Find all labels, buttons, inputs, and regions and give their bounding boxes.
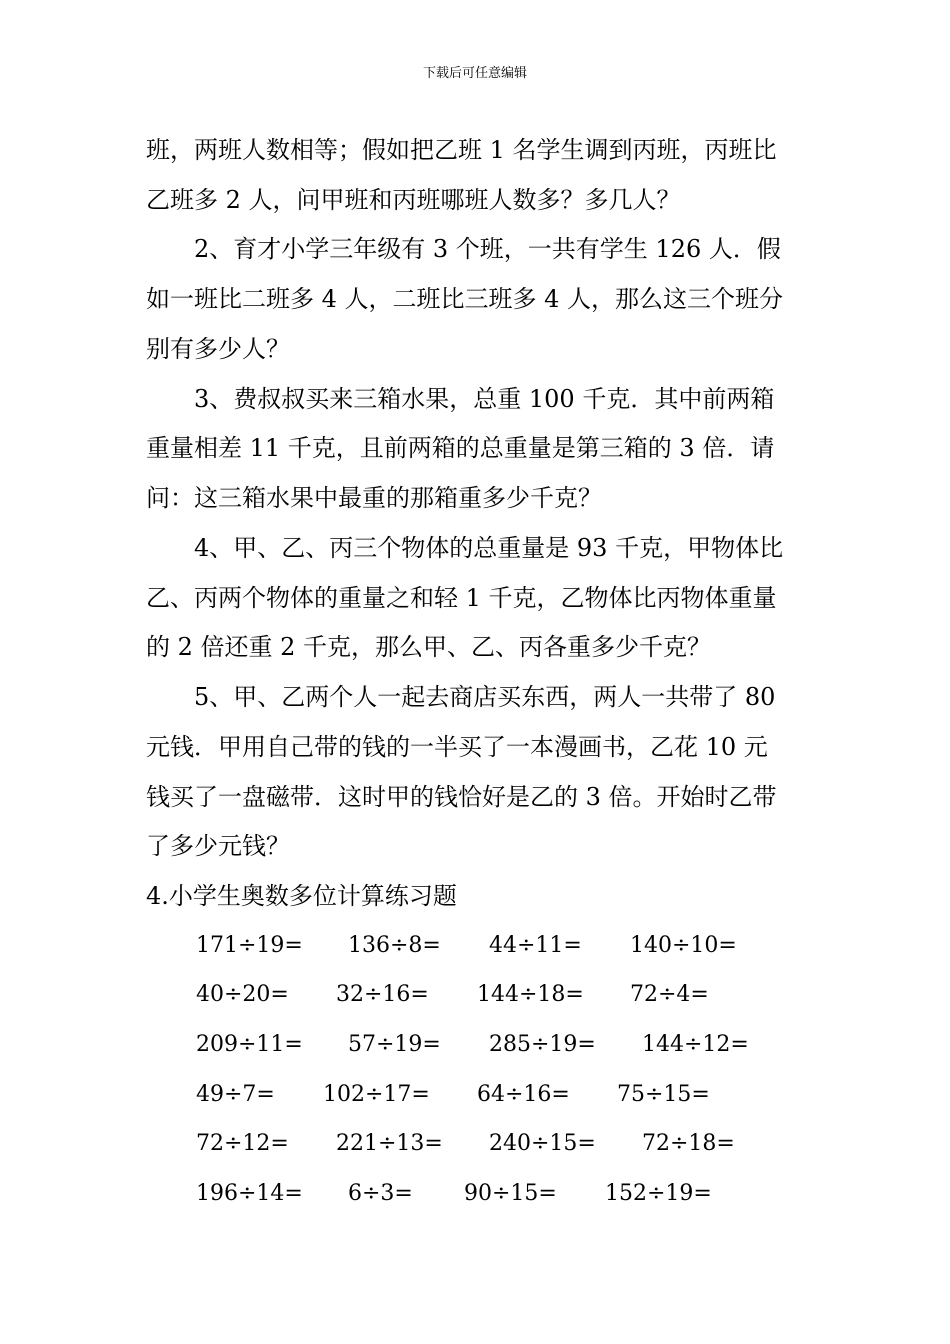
calc-item: 72÷4= (630, 982, 709, 1007)
calc-item: 72÷12= (196, 1131, 289, 1156)
calc-item: 152÷19= (605, 1181, 712, 1206)
text-line: 2、育才小学三年级有 3 个班，一共有学生 126 人．假 (146, 235, 781, 263)
calc-item: 136÷8= (348, 933, 441, 958)
calc-item: 102÷17= (323, 1082, 430, 1107)
calc-item: 144÷12= (642, 1032, 749, 1057)
calc-row (0, 1179, 950, 1209)
calc-item: 140÷10= (630, 933, 737, 958)
text-line: 乙、丙两个物体的重量之和轻 1 千克，乙物体比丙物体重量 (146, 584, 777, 612)
text-line: 了多少元钱？ (146, 832, 290, 860)
calc-item: 171÷19= (196, 933, 303, 958)
calc-item: 64÷16= (477, 1082, 570, 1107)
calc-item: 221÷13= (336, 1131, 443, 1156)
text-line: 钱买了一盘磁带．这时甲的钱恰好是乙的 3 倍。开始时乙带 (146, 783, 777, 811)
text-line: 元钱．甲用自己带的钱的一半买了一本漫画书，乙花 10 元 (146, 733, 768, 761)
calc-item: 75÷15= (617, 1082, 710, 1107)
calc-row (0, 931, 950, 961)
calc-item: 49÷7= (196, 1082, 275, 1107)
page-header: 下载后可任意编辑 (422, 66, 527, 81)
calc-row (0, 1129, 950, 1159)
text-line: 的 2 倍还重 2 千克，那么甲、乙、丙各重多少千克？ (146, 633, 712, 661)
calc-item: 240÷15= (489, 1131, 596, 1156)
calc-row (0, 980, 950, 1010)
calc-item: 44÷11= (489, 933, 582, 958)
calc-item: 196÷14= (196, 1181, 303, 1206)
calc-item: 144÷18= (477, 982, 584, 1007)
text-line: 4、甲、乙、丙三个物体的总重量是 93 千克，甲物体比 (146, 534, 784, 562)
calc-row (0, 1030, 950, 1060)
calc-item: 90÷15= (464, 1181, 557, 1206)
calc-item: 32÷16= (336, 982, 429, 1007)
calc-row (0, 1080, 950, 1110)
calc-item: 285÷19= (489, 1032, 596, 1057)
text-line: 别有多少人？ (146, 335, 290, 363)
text-line: 如一班比二班多 4 人，二班比三班多 4 人，那么这三个班分 (146, 285, 784, 313)
text-line: 5、甲、乙两个人一起去商店买东西，两人一共带了 80 (146, 683, 776, 711)
text-line: 班，两班人数相等；假如把乙班 1 名学生调到丙班，丙班比 (146, 136, 777, 164)
calc-item: 40÷20= (196, 982, 289, 1007)
text-line: 乙班多 2 人，问甲班和丙班哪班人数多？多几人？ (146, 186, 681, 214)
calc-item: 72÷18= (642, 1131, 735, 1156)
calc-item: 209÷11= (196, 1032, 303, 1057)
text-line: 3、费叔叔买来三箱水果，总重 100 千克．其中前两箱 (146, 385, 775, 413)
text-line: 问：这三箱水果中最重的那箱重多少千克？ (146, 484, 602, 512)
section-title: 4.小学生奥数多位计算练习题 (146, 882, 457, 910)
text-line: 重量相差 11 千克，且前两箱的总重量是第三箱的 3 倍．请 (146, 434, 775, 462)
calc-item: 57÷19= (348, 1032, 441, 1057)
calc-item: 6÷3= (348, 1181, 413, 1206)
